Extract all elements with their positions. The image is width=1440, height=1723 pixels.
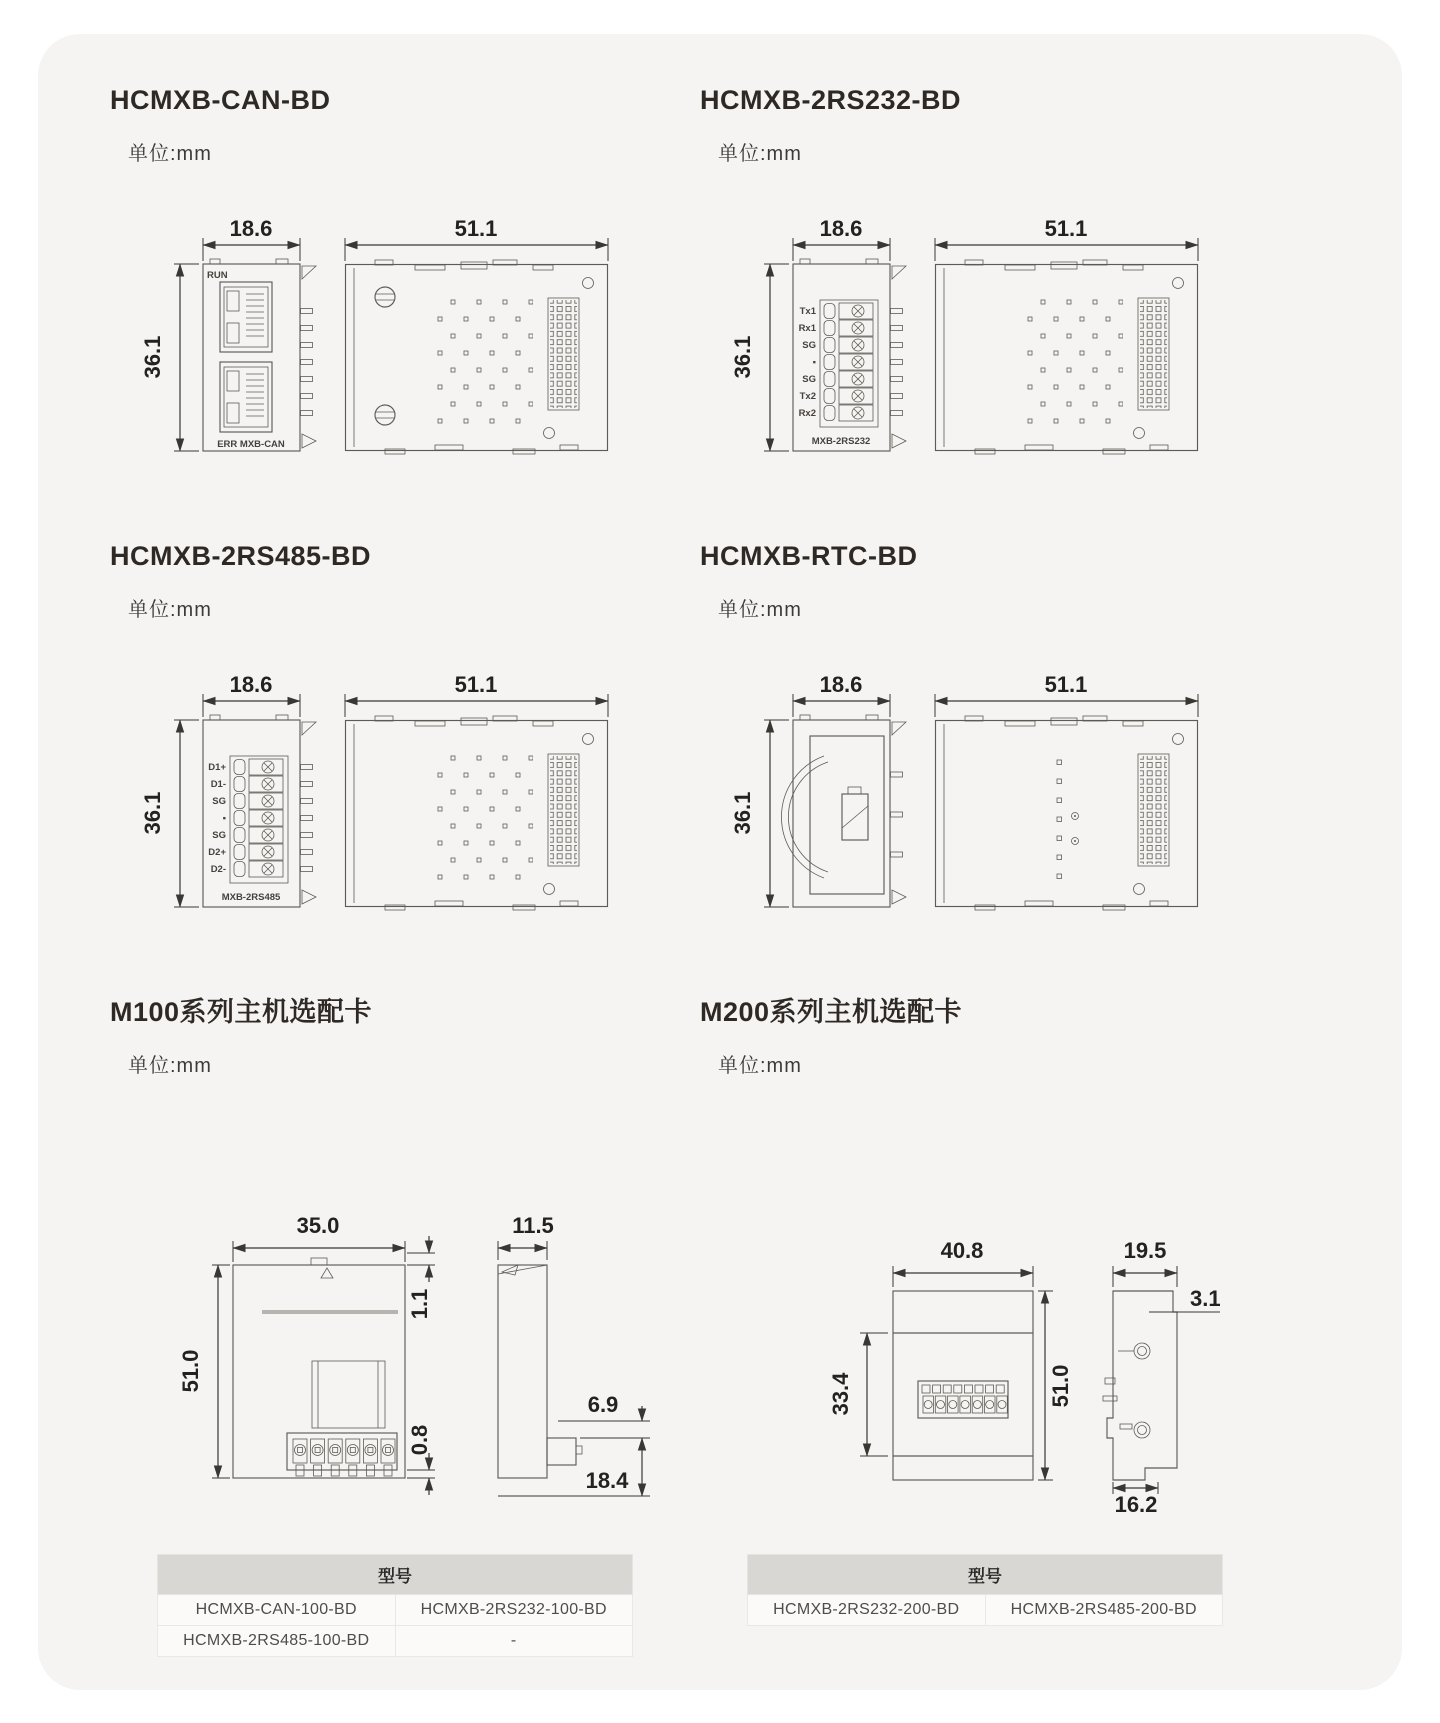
dim-front-width: 18.6	[819, 216, 863, 241]
terminal-label: Rx2	[798, 408, 816, 419]
rtc-plan-view	[936, 716, 1198, 910]
card-slot	[262, 1310, 398, 1314]
dim-height: 36.1	[140, 791, 165, 835]
mxb-2rs232-label: MXB-2RS232	[811, 436, 871, 447]
unit-label: 单位:mm	[128, 599, 212, 621]
m100-drawing	[110, 1128, 670, 1528]
model-cell: HCMXB-2RS485-200-BD	[985, 1595, 1223, 1626]
model-cell: HCMXB-2RS232-200-BD	[748, 1595, 986, 1626]
dim-height: 36.1	[730, 791, 755, 835]
dim-front-width: 18.6	[229, 216, 273, 241]
dim-front-height: 51.0	[1048, 1364, 1073, 1408]
section-m100-option-card	[110, 996, 680, 1657]
battery-icon	[842, 787, 868, 840]
dim-front-width: 18.6	[819, 672, 863, 697]
terminal-label: SG	[802, 374, 816, 385]
table-header: 型号	[748, 1555, 1223, 1595]
terminal-block	[918, 1381, 1008, 1418]
rj45-port-bottom	[220, 362, 272, 432]
dim-mid-height: 33.4	[828, 1372, 853, 1416]
hcmxb-rtc-bd-drawing	[700, 672, 1230, 940]
mxb-2rs485-label: MXB-2RS485	[221, 892, 281, 903]
table-row	[158, 1595, 633, 1626]
terminal-label: SG	[212, 796, 226, 807]
page-title: HCMXB-2RS232-BD	[700, 85, 962, 115]
table-header: 型号	[158, 1555, 633, 1595]
page-title: HCMXB-RTC-BD	[700, 541, 918, 571]
m200-front-view	[893, 1291, 1033, 1480]
dim-side-width: 19.5	[1123, 1238, 1167, 1263]
terminal-label: D2-	[210, 864, 226, 875]
can-plan-view	[346, 260, 608, 454]
err-mxb-can-label: ERR MXB-CAN	[217, 439, 285, 450]
table-row	[158, 1626, 633, 1657]
dim-height: 36.1	[140, 335, 165, 379]
terminal-label: Tx1	[799, 306, 816, 317]
dim-step-height: 6.9	[587, 1392, 619, 1417]
m100-side-view	[498, 1265, 582, 1478]
unit-label: 单位:mm	[128, 143, 212, 165]
rtc-front-view	[781, 715, 906, 907]
run-led-label: RUN	[207, 270, 228, 281]
section-hcmxb-can-bd	[110, 84, 680, 484]
m200-side-view	[1103, 1291, 1177, 1480]
terminal-label: ▪	[812, 357, 816, 368]
dim-tab-height: 1.1	[407, 1288, 432, 1320]
section-m200-option-card	[700, 996, 1270, 1657]
terminal-label: Tx2	[799, 391, 816, 402]
hcmxb-can-bd-drawing	[110, 216, 640, 484]
model-cell: HCMXB-2RS485-100-BD	[158, 1626, 396, 1657]
dim-step: 3.1	[1190, 1286, 1221, 1311]
dim-front-width: 35.0	[296, 1213, 340, 1238]
page-title: HCMXB-2RS485-BD	[110, 541, 372, 571]
dim-front-width: 18.6	[229, 672, 273, 697]
model-cell: HCMXB-CAN-100-BD	[158, 1595, 396, 1626]
rs485-front-view	[203, 715, 316, 907]
terminal-label: SG	[802, 340, 816, 351]
m200-drawing	[700, 1128, 1260, 1528]
table-row	[748, 1595, 1223, 1626]
dim-foot-width: 16.2	[1114, 1492, 1158, 1517]
m100-front-view	[233, 1258, 405, 1478]
rs232-plan-view	[936, 260, 1198, 454]
rj45-port-top	[220, 282, 272, 352]
dim-side-width: 11.5	[512, 1213, 554, 1238]
unit-label: 单位:mm	[718, 1055, 802, 1077]
dim-plan-width: 51.1	[454, 216, 498, 241]
page-title: M200系列主机选配卡	[700, 997, 963, 1027]
section-hcmxb-rtc-bd	[700, 540, 1270, 940]
dim-plan-width: 51.1	[1044, 672, 1088, 697]
section-hcmxb-2rs232-bd	[700, 84, 1270, 484]
section-hcmxb-2rs485-bd	[110, 540, 680, 940]
hcmxb-2rs485-bd-drawing	[110, 672, 640, 940]
content-card	[38, 34, 1402, 1690]
terminal-label: SG	[212, 830, 226, 841]
dim-front-height: 51.0	[178, 1349, 203, 1393]
unit-label: 单位:mm	[718, 143, 802, 165]
can-front-view	[203, 259, 316, 451]
model-cell: HCMXB-2RS232-100-BD	[395, 1595, 633, 1626]
rs232-front-view	[793, 259, 906, 451]
terminal-block	[287, 1433, 397, 1476]
hcmxb-2rs232-bd-drawing	[700, 216, 1230, 484]
model-cell: -	[395, 1626, 633, 1657]
page-title: M100系列主机选配卡	[110, 997, 373, 1027]
dim-height: 36.1	[730, 335, 755, 379]
sections-grid	[110, 84, 1342, 1657]
dim-bottom-lip: 0.8	[407, 1424, 432, 1456]
rs485-plan-view	[346, 716, 608, 910]
terminal-label: ▪	[222, 813, 226, 824]
terminal-label: Rx1	[798, 323, 816, 334]
dim-plan-width: 51.1	[454, 672, 498, 697]
page-title: HCMXB-CAN-BD	[110, 85, 331, 115]
terminal-label: D1+	[208, 762, 226, 773]
m200-model-table	[747, 1554, 1223, 1626]
unit-label: 单位:mm	[128, 1055, 212, 1077]
terminal-label: D1-	[210, 779, 226, 790]
dim-foot: 18.4	[585, 1468, 629, 1493]
m100-model-table	[157, 1554, 633, 1657]
dim-front-width: 40.8	[940, 1238, 984, 1263]
unit-label: 单位:mm	[718, 599, 802, 621]
dim-plan-width: 51.1	[1044, 216, 1088, 241]
terminal-label: D2+	[208, 847, 226, 858]
